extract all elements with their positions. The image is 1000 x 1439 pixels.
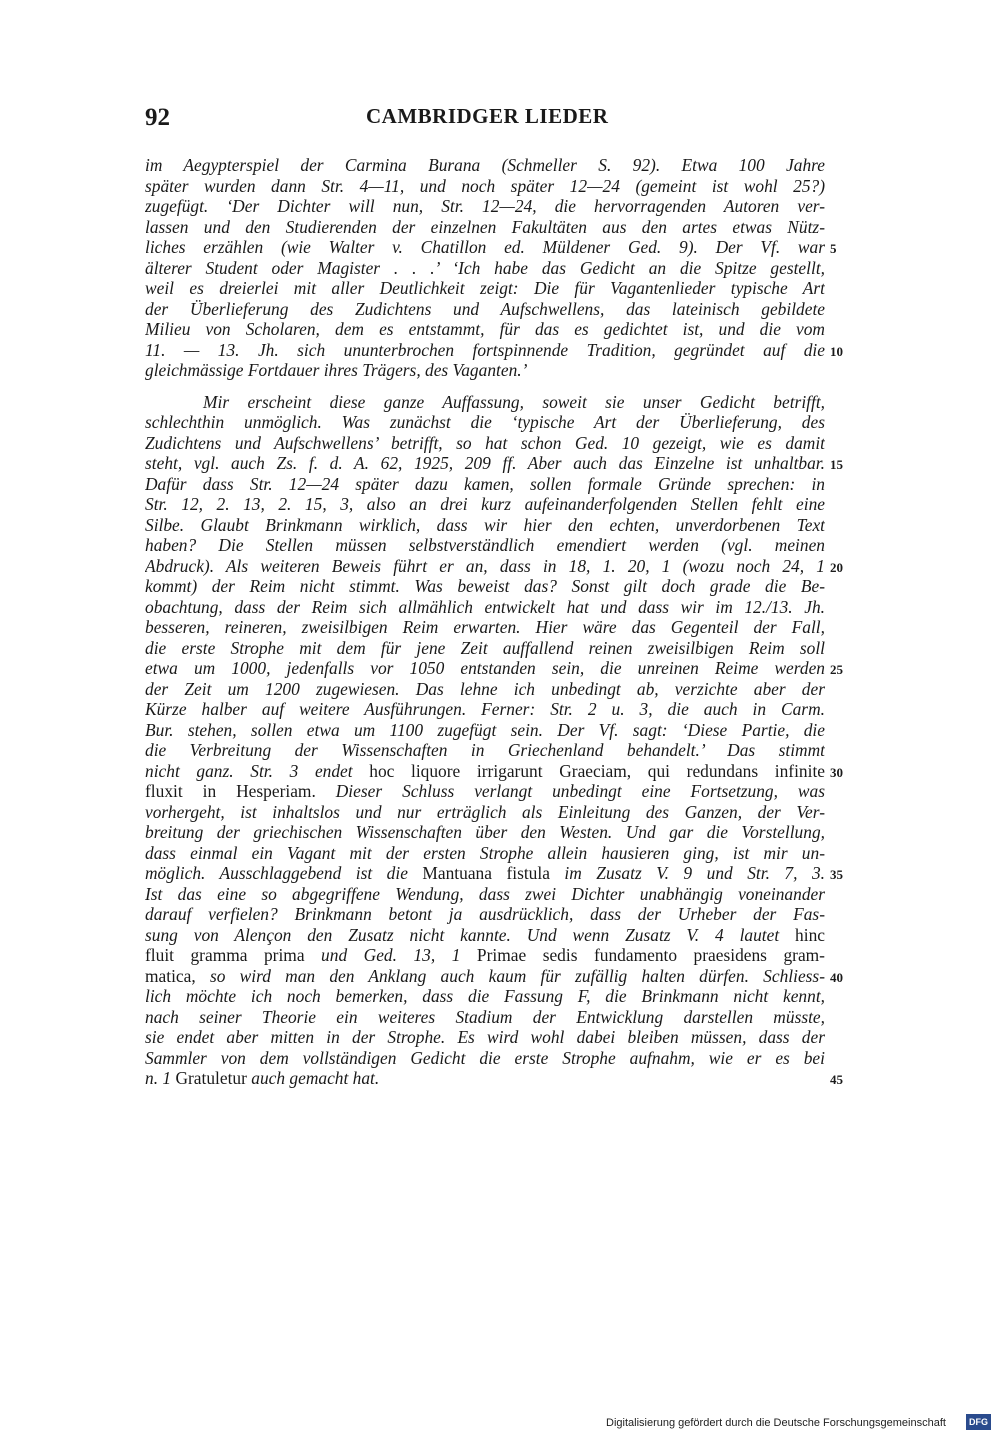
text-segment: Kürze halber auf weitere Ausführungen. Ferner: Str. 2 u. 3, die auch in Carm. — [145, 699, 825, 719]
text-segment: älterer Student oder Magister . . .’ ‘Ich habe das Gedicht an die Spitze gestellt, — [145, 257, 825, 278]
text-segment: haben? Die Stellen müssen selbstverständlich emendiert werden (vgl. meinen — [145, 535, 825, 555]
latin-quotation: hoc liquore irrigarunt Graeciam, qui redundans infinite — [369, 760, 825, 781]
paragraph-gap — [145, 381, 825, 392]
text-segment: die erste Strophe mit dem für jene Zeit auffallend reinen zweisilbigen Reim soll — [145, 637, 825, 658]
margin-line-number: 40 — [830, 969, 843, 985]
text-segment: der Zeit um 1200 zugewiesen. Das lehne ich unbedingt ab, verzichte aber der — [145, 678, 825, 699]
text-line — [145, 658, 825, 679]
text-line — [145, 155, 825, 176]
text-segment: Dieser Schluss verlangt unbedingt eine Fortsetzung, was — [315, 781, 825, 801]
text-segment: darauf verfielen? Brinkmann betont ja ausdrücklich, dass der Urheber der Fas- — [145, 904, 825, 924]
text-line — [145, 453, 825, 474]
text-line — [145, 556, 825, 577]
text-line — [145, 576, 825, 597]
text-segment: im Zusatz V. 9 und Str. 7, 3. — [549, 863, 825, 883]
text-segment: 11. — 13. Jh. sich ununterbrochen fortspinnende Tradition, gegründet auf die — [145, 339, 825, 360]
text-line — [145, 802, 825, 823]
text-line — [145, 1048, 825, 1069]
text-segment: Sammler von dem vollständigen Gedicht die erste Strophe aufnahm, wie er es bei — [145, 1047, 825, 1068]
text-line — [145, 761, 825, 782]
text-segment: zugefügt. ‘Der Dichter will nun, Str. 12—24, die hervorragenden Autoren ver- — [145, 196, 825, 216]
text-segment: Abdruck). Als weiteren Beweis führt er an, dass in 18, 1. 20, 1 (wozu noch 24, 1 — [145, 555, 825, 576]
text-segment: weil es dreierlei mit aller Deutlichkeit zeigt: Die für Vagantenlieder typische Art — [145, 278, 825, 298]
text-segment: gleichmässige Fortdauer ihres Trägers, des Vaganten.’ — [145, 360, 528, 380]
text-line — [145, 535, 825, 556]
text-segment: nicht ganz. Str. 3 endet — [145, 760, 370, 781]
latin-quotation: fluxit in Hesperiam. — [145, 781, 316, 801]
latin-quotation: fluit gramma prima — [145, 945, 305, 965]
text-segment: schlechthin unmöglich. Was zunächst die ‘typische Art der Überlieferung, des — [145, 412, 825, 432]
text-line — [145, 597, 825, 618]
text-segment: Silbe. Glaubt Brinkmann wirklich, dass wir hier den echten, unverdorbenen Text — [145, 514, 825, 535]
text-line — [145, 494, 825, 515]
text-segment: Dafür dass Str. 12—24 später dazu kamen, sollen formale Gründe sprechen: in — [145, 473, 825, 494]
text-line — [145, 258, 825, 279]
text-segment: nach seiner Theorie ein weiteres Stadium der Entwicklung darstellen müsste, — [145, 1006, 825, 1027]
text-segment: steht, vgl. auch Zs. f. d. A. 62, 1925, 209 ff. Aber auch das Einzelne ist unhaltbar. — [145, 453, 825, 473]
margin-line-number: 10 — [830, 343, 843, 359]
text-line — [145, 720, 825, 741]
text-segment: Mir erscheint diese ganze Auffassung, soweit sie unser Gedicht betrifft, — [203, 391, 825, 412]
text-line — [145, 781, 825, 802]
text-line — [145, 474, 825, 495]
text-line — [145, 1007, 825, 1028]
page-number: 92 — [145, 104, 170, 131]
text-line — [145, 679, 825, 700]
text-line — [145, 740, 825, 761]
text-line — [145, 986, 825, 1007]
text-line — [145, 412, 825, 433]
running-head: CAMBRIDGER LIEDER — [366, 104, 609, 128]
text-line — [145, 822, 825, 843]
text-segment: liches erzählen (wie Walter v. Chatillon ed. Müldener Ged. 9). Der Vf. war — [145, 237, 825, 257]
latin-quotation: Primae sedis fundamento praesidens gram- — [476, 945, 825, 965]
text-line — [145, 278, 825, 299]
text-line — [145, 360, 825, 381]
text-segment: der Überlieferung des Zudichtens und Aufschwellens, das lateinisch gebildete — [145, 298, 825, 319]
text-segment: besseren, reineren, zweisilbigen Reim erwarten. Hier wäre das Gegenteil der Fall, — [145, 617, 825, 637]
margin-line-number: 5 — [830, 241, 837, 256]
text-line — [145, 699, 825, 720]
text-line — [145, 217, 825, 238]
latin-quotation: Gratuletur — [175, 1068, 247, 1088]
text-line — [145, 1068, 825, 1089]
text-line — [145, 176, 825, 197]
margin-line-number: 45 — [830, 1072, 843, 1087]
text-segment: so wird man den Anklang auch kaum für zufällig halten dürfen. Schliess- — [195, 965, 825, 986]
text-line — [145, 196, 825, 217]
digitization-credit: Digitalisierung gefördert durch die Deutsche Forschungsgemeinschaft — [606, 1417, 946, 1429]
text-line — [145, 638, 825, 659]
text-segment: später wurden dann Str. 4—11, und noch später 12—24 (gemeint ist wohl 25?) — [145, 175, 825, 196]
text-segment: Milieu von Scholaren, dem es entstammt, für das es gedichtet ist, und die vom — [145, 319, 825, 339]
text-segment: die Verbreitung der Wissenschaften in Griechenland behandelt.’ Das stimmt — [145, 740, 825, 760]
text-line — [145, 617, 825, 638]
margin-line-number: 30 — [830, 764, 843, 780]
text-line — [145, 319, 825, 340]
text-segment: im Aegypterspiel der Carmina Burana (Schmeller S. 92). Etwa 100 Jahre — [145, 155, 825, 175]
text-segment: sie endet aber mitten in der Strophe. Es wird wohl dabei bleiben müssen, dass der — [145, 1027, 825, 1047]
margin-line-number: 20 — [830, 559, 843, 575]
text-line — [145, 1027, 825, 1048]
margin-line-number: 25 — [830, 662, 843, 677]
text-segment: lich möchte ich noch bemerken, dass die Fassung F, die Brinkmann nicht kennt, — [145, 986, 825, 1006]
margin-line-number: 15 — [830, 457, 843, 472]
text-segment: breitung der griechischen Wissenschaften über den Westen. Und gar die Vorstellung, — [145, 822, 825, 842]
text-segment: Ist das eine so abgegriffene Wendung, dass zwei Dichter unabhängig voneinander — [145, 883, 825, 904]
text-segment: Str. 12, 2. 13, 2. 15, 3, also an drei kurz aufeinanderfolgenden Stellen fehlt eine — [145, 494, 825, 514]
text-segment: etwa um 1000, jedenfalls vor 1050 entstanden sein, die unreinen Reime werden — [145, 658, 825, 678]
text-line — [145, 863, 825, 884]
text-line — [145, 392, 825, 413]
text-segment: kommt) der Reim nicht stimmt. Was beweist das? Sonst gilt doch grade die Be- — [145, 576, 825, 596]
body-text — [145, 155, 825, 1089]
dfg-logo: DFG — [966, 1414, 991, 1430]
text-segment: obachtung, dass der Reim sich allmählich entwickelt hat und dass wir im 12./13. Jh. — [145, 596, 825, 617]
text-line — [145, 925, 825, 946]
text-line — [145, 340, 825, 361]
text-segment: Zudichtens und Aufschwellens’ betrifft, so hat schon Ged. 10 gezeigt, wie es damit — [145, 432, 825, 453]
text-line — [145, 904, 825, 925]
text-line — [145, 884, 825, 905]
text-segment: lassen und den Studierenden der einzelnen Fakultäten aus den artes etwas Nütz- — [145, 216, 825, 237]
text-segment: dass einmal ein Vagant mit der ersten Strophe allein hausieren ging, ist mir un- — [145, 842, 825, 863]
text-segment: möglich. Ausschlaggebend ist die — [145, 863, 423, 883]
latin-quotation: matica, — [145, 965, 196, 986]
text-segment: und Ged. 13, 1 — [304, 945, 477, 965]
latin-quotation: hinc — [795, 924, 825, 945]
text-line — [145, 299, 825, 320]
latin-quotation: Mantuana fistula — [422, 863, 550, 883]
text-line — [145, 945, 825, 966]
text-line — [145, 966, 825, 987]
text-segment: sung von Alençon den Zusatz nicht kannte. Und wenn Zusatz V. 4 lautet — [145, 924, 796, 945]
text-segment: vorhergeht, ist inhaltslos und nur erträglich als Einleitung des Ganzen, der Ver- — [145, 801, 825, 822]
text-line — [145, 843, 825, 864]
text-segment: Bur. stehen, sollen etwa um 1100 zugefügt sein. Der Vf. sagt: ‘Diese Partie, die — [145, 719, 825, 740]
text-line — [145, 433, 825, 454]
text-line — [145, 515, 825, 536]
text-line — [145, 237, 825, 258]
text-segment: n. 1 — [145, 1068, 176, 1088]
margin-line-number: 35 — [830, 867, 843, 882]
text-segment: auch gemacht hat. — [246, 1068, 380, 1088]
